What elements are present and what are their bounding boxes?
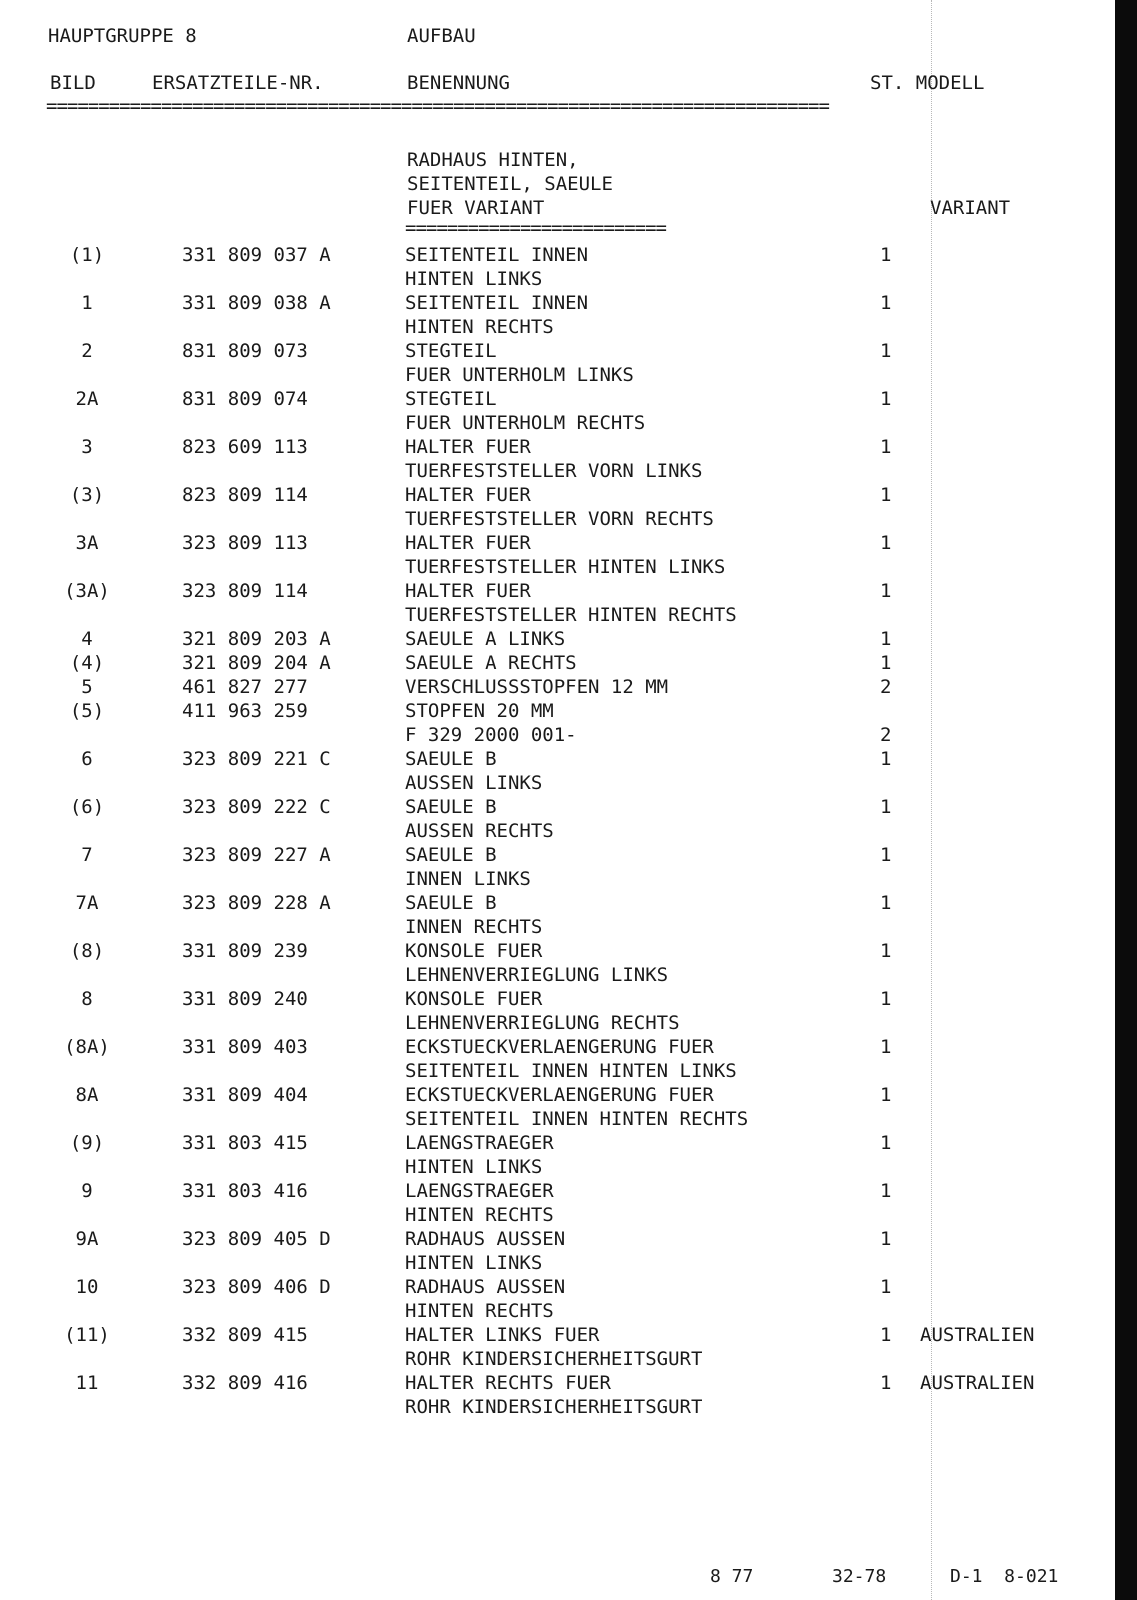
section-line-1: RADHAUS HINTEN, bbox=[407, 149, 579, 171]
table-row bbox=[0, 1275, 1110, 1322]
description-line: HINTEN LINKS bbox=[405, 1252, 543, 1274]
bild-cell: 9 bbox=[81, 1180, 93, 1202]
description-line: TUERFESTSTELLER VORN LINKS bbox=[405, 460, 703, 482]
description-line: INNEN LINKS bbox=[405, 868, 531, 890]
part-number-cell: 331 809 404 bbox=[182, 1084, 308, 1106]
bild-cell: 6 bbox=[81, 748, 93, 770]
column-header-st-modell: ST. MODELL bbox=[870, 72, 985, 94]
quantity-cell: 1 bbox=[880, 940, 892, 962]
quantity-cell: 2 bbox=[880, 724, 892, 746]
footer-page: D-1 8-021 bbox=[950, 1566, 1059, 1587]
table-row bbox=[0, 651, 1110, 675]
quantity-cell: 1 bbox=[880, 1324, 892, 1346]
table-row bbox=[0, 675, 1110, 699]
quantity-cell: 1 bbox=[880, 1036, 892, 1058]
bild-cell: 1 bbox=[81, 292, 93, 314]
header-separator: =========================================================================== bbox=[46, 95, 829, 117]
part-number-cell: 331 809 037 A bbox=[182, 244, 331, 266]
quantity-cell: 1 bbox=[880, 1084, 892, 1106]
description-line: HINTEN LINKS bbox=[405, 1156, 543, 1178]
quantity-cell: 1 bbox=[880, 292, 892, 314]
table-row bbox=[0, 699, 1110, 746]
part-number-cell: 411 963 259 bbox=[182, 700, 308, 722]
part-number-cell: 823 809 114 bbox=[182, 484, 308, 506]
part-number-cell: 331 809 403 bbox=[182, 1036, 308, 1058]
group-label: HAUPTGRUPPE 8 bbox=[48, 25, 197, 47]
description-line: TUERFESTSTELLER VORN RECHTS bbox=[405, 508, 714, 530]
table-row bbox=[0, 531, 1110, 578]
bild-cell: (5) bbox=[69, 700, 105, 722]
quantity-cell: 1 bbox=[880, 340, 892, 362]
section-line-3: FUER VARIANT bbox=[407, 197, 545, 219]
bild-cell: (8) bbox=[69, 940, 105, 962]
bild-cell: 10 bbox=[75, 1276, 99, 1298]
bild-cell: (4) bbox=[69, 652, 105, 674]
bild-cell: 7A bbox=[75, 892, 99, 914]
description-line: STOPFEN 20 MM bbox=[405, 700, 554, 722]
description-line: FUER UNTERHOLM RECHTS bbox=[405, 412, 646, 434]
description-line: HALTER FUER bbox=[405, 580, 531, 602]
description-line: HALTER FUER bbox=[405, 436, 531, 458]
part-number-cell: 323 809 114 bbox=[182, 580, 308, 602]
description-line: HINTEN RECHTS bbox=[405, 1204, 554, 1226]
description-line: KONSOLE FUER bbox=[405, 988, 543, 1010]
description-line: SEITENTEIL INNEN bbox=[405, 292, 589, 314]
bild-cell: (9) bbox=[69, 1132, 105, 1154]
model-cell: AUSTRALIEN bbox=[920, 1372, 1035, 1394]
quantity-cell: 1 bbox=[880, 244, 892, 266]
quantity-cell: 1 bbox=[880, 892, 892, 914]
table-row bbox=[0, 939, 1110, 986]
part-number-cell: 323 809 221 C bbox=[182, 748, 331, 770]
description-line: SAEULE A RECHTS bbox=[405, 652, 577, 674]
description-line: HALTER RECHTS FUER bbox=[405, 1372, 611, 1394]
part-number-cell: 331 803 415 bbox=[182, 1132, 308, 1154]
description-line: AUSSEN RECHTS bbox=[405, 820, 554, 842]
bild-cell: (11) bbox=[64, 1324, 110, 1346]
table-row bbox=[0, 795, 1110, 842]
scan-edge-bar bbox=[1115, 0, 1137, 1600]
description-line: SEITENTEIL INNEN bbox=[405, 244, 589, 266]
description-line: HALTER LINKS FUER bbox=[405, 1324, 600, 1346]
description-line: FUER UNTERHOLM LINKS bbox=[405, 364, 634, 386]
table-row bbox=[0, 843, 1110, 890]
quantity-cell: 1 bbox=[880, 652, 892, 674]
bild-cell: 11 bbox=[75, 1372, 99, 1394]
quantity-cell: 1 bbox=[880, 796, 892, 818]
description-line: VERSCHLUSSSTOPFEN 12 MM bbox=[405, 676, 669, 698]
description-line: RADHAUS AUSSEN bbox=[405, 1276, 566, 1298]
description-line: SAEULE B bbox=[405, 748, 497, 770]
section-line-2: SEITENTEIL, SAEULE bbox=[407, 173, 613, 195]
part-number-cell: 331 803 416 bbox=[182, 1180, 308, 1202]
quantity-cell: 1 bbox=[880, 1132, 892, 1154]
part-number-cell: 332 809 416 bbox=[182, 1372, 308, 1394]
table-row bbox=[0, 243, 1110, 290]
bild-cell: 8 bbox=[81, 988, 93, 1010]
table-row bbox=[0, 1323, 1110, 1370]
table-row bbox=[0, 891, 1110, 938]
table-row bbox=[0, 483, 1110, 530]
description-line: RADHAUS AUSSEN bbox=[405, 1228, 566, 1250]
table-row bbox=[0, 1371, 1110, 1418]
quantity-cell: 1 bbox=[880, 748, 892, 770]
description-line: SAEULE B bbox=[405, 796, 497, 818]
quantity-cell: 1 bbox=[880, 580, 892, 602]
quantity-cell: 1 bbox=[880, 1180, 892, 1202]
description-line: SAEULE B bbox=[405, 892, 497, 914]
quantity-cell: 1 bbox=[880, 1228, 892, 1250]
description-line: HINTEN LINKS bbox=[405, 268, 543, 290]
bild-cell: (3A) bbox=[64, 580, 110, 602]
bild-cell: 4 bbox=[81, 628, 93, 650]
quantity-cell: 2 bbox=[880, 676, 892, 698]
section-model: VARIANT bbox=[930, 197, 1011, 219]
part-number-cell: 321 809 203 A bbox=[182, 628, 331, 650]
part-number-cell: 332 809 415 bbox=[182, 1324, 308, 1346]
table-row bbox=[0, 1035, 1110, 1082]
quantity-cell: 1 bbox=[880, 532, 892, 554]
quantity-cell: 1 bbox=[880, 1372, 892, 1394]
footer-date: 8 77 bbox=[710, 1566, 754, 1587]
description-line: LEHNENVERRIEGLUNG RECHTS bbox=[405, 1012, 680, 1034]
section-underline: ========================= bbox=[405, 217, 666, 239]
quantity-cell: 1 bbox=[880, 844, 892, 866]
bild-cell: (1) bbox=[69, 244, 105, 266]
group-title: AUFBAU bbox=[407, 25, 476, 47]
table-row bbox=[0, 291, 1110, 338]
bild-cell: (6) bbox=[69, 796, 105, 818]
bild-cell: 3 bbox=[81, 436, 93, 458]
quantity-cell: 1 bbox=[880, 628, 892, 650]
column-header-benennung: BENENNUNG bbox=[407, 72, 510, 94]
table-row bbox=[0, 1131, 1110, 1178]
part-number-cell: 331 809 038 A bbox=[182, 292, 331, 314]
description-line: SAEULE B bbox=[405, 844, 497, 866]
description-line: TUERFESTSTELLER HINTEN RECHTS bbox=[405, 604, 737, 626]
quantity-cell: 1 bbox=[880, 436, 892, 458]
table-row bbox=[0, 579, 1110, 626]
description-line: HALTER FUER bbox=[405, 532, 531, 554]
description-line: ROHR KINDERSICHERHEITSGURT bbox=[405, 1396, 703, 1418]
description-line: LAENGSTRAEGER bbox=[405, 1132, 554, 1154]
description-line: AUSSEN LINKS bbox=[405, 772, 543, 794]
description-line: INNEN RECHTS bbox=[405, 916, 543, 938]
quantity-cell: 1 bbox=[880, 988, 892, 1010]
bild-cell: 7 bbox=[81, 844, 93, 866]
table-row bbox=[0, 987, 1110, 1034]
column-header-nr: ERSATZTEILE-NR. bbox=[152, 72, 324, 94]
bild-cell: 2 bbox=[81, 340, 93, 362]
column-header-bild: BILD bbox=[50, 72, 96, 94]
model-cell: AUSTRALIEN bbox=[920, 1324, 1035, 1346]
description-line: KONSOLE FUER bbox=[405, 940, 543, 962]
bild-cell: 3A bbox=[75, 532, 99, 554]
footer-code: 32-78 bbox=[832, 1566, 887, 1587]
part-number-cell: 323 809 113 bbox=[182, 532, 308, 554]
part-number-cell: 831 809 073 bbox=[182, 340, 308, 362]
table-row bbox=[0, 387, 1110, 434]
description-line: ECKSTUECKVERLAENGERUNG FUER bbox=[405, 1036, 714, 1058]
table-row bbox=[0, 1227, 1110, 1274]
part-number-cell: 323 809 222 C bbox=[182, 796, 331, 818]
table-row bbox=[0, 339, 1110, 386]
part-number-cell: 331 809 240 bbox=[182, 988, 308, 1010]
quantity-cell: 1 bbox=[880, 388, 892, 410]
description-line: SEITENTEIL INNEN HINTEN LINKS bbox=[405, 1060, 737, 1082]
description-line: TUERFESTSTELLER HINTEN LINKS bbox=[405, 556, 726, 578]
description-line: HINTEN RECHTS bbox=[405, 1300, 554, 1322]
part-number-cell: 323 809 228 A bbox=[182, 892, 331, 914]
description-line: ROHR KINDERSICHERHEITSGURT bbox=[405, 1348, 703, 1370]
part-number-cell: 323 809 405 D bbox=[182, 1228, 331, 1250]
description-line: LAENGSTRAEGER bbox=[405, 1180, 554, 1202]
description-line: STEGTEIL bbox=[405, 340, 497, 362]
table-row bbox=[0, 1083, 1110, 1130]
part-number-cell: 321 809 204 A bbox=[182, 652, 331, 674]
part-number-cell: 461 827 277 bbox=[182, 676, 308, 698]
bild-cell: (3) bbox=[69, 484, 105, 506]
description-line: ECKSTUECKVERLAENGERUNG FUER bbox=[405, 1084, 714, 1106]
description-line: STEGTEIL bbox=[405, 388, 497, 410]
part-number-cell: 831 809 074 bbox=[182, 388, 308, 410]
description-line: SAEULE A LINKS bbox=[405, 628, 566, 650]
table-row bbox=[0, 1179, 1110, 1226]
quantity-cell: 1 bbox=[880, 1276, 892, 1298]
part-number-cell: 323 809 227 A bbox=[182, 844, 331, 866]
part-number-cell: 823 609 113 bbox=[182, 436, 308, 458]
bild-cell: 8A bbox=[75, 1084, 99, 1106]
table-row bbox=[0, 747, 1110, 794]
bild-cell: (8A) bbox=[64, 1036, 110, 1058]
table-row bbox=[0, 627, 1110, 651]
part-number-cell: 323 809 406 D bbox=[182, 1276, 331, 1298]
bild-cell: 2A bbox=[75, 388, 99, 410]
description-line: LEHNENVERRIEGLUNG LINKS bbox=[405, 964, 669, 986]
description-line: F 329 2000 001- bbox=[405, 724, 577, 746]
description-line: HALTER FUER bbox=[405, 484, 531, 506]
bild-cell: 9A bbox=[75, 1228, 99, 1250]
table-row bbox=[0, 435, 1110, 482]
bild-cell: 5 bbox=[81, 676, 93, 698]
part-number-cell: 331 809 239 bbox=[182, 940, 308, 962]
quantity-cell: 1 bbox=[880, 484, 892, 506]
description-line: SEITENTEIL INNEN HINTEN RECHTS bbox=[405, 1108, 749, 1130]
description-line: HINTEN RECHTS bbox=[405, 316, 554, 338]
